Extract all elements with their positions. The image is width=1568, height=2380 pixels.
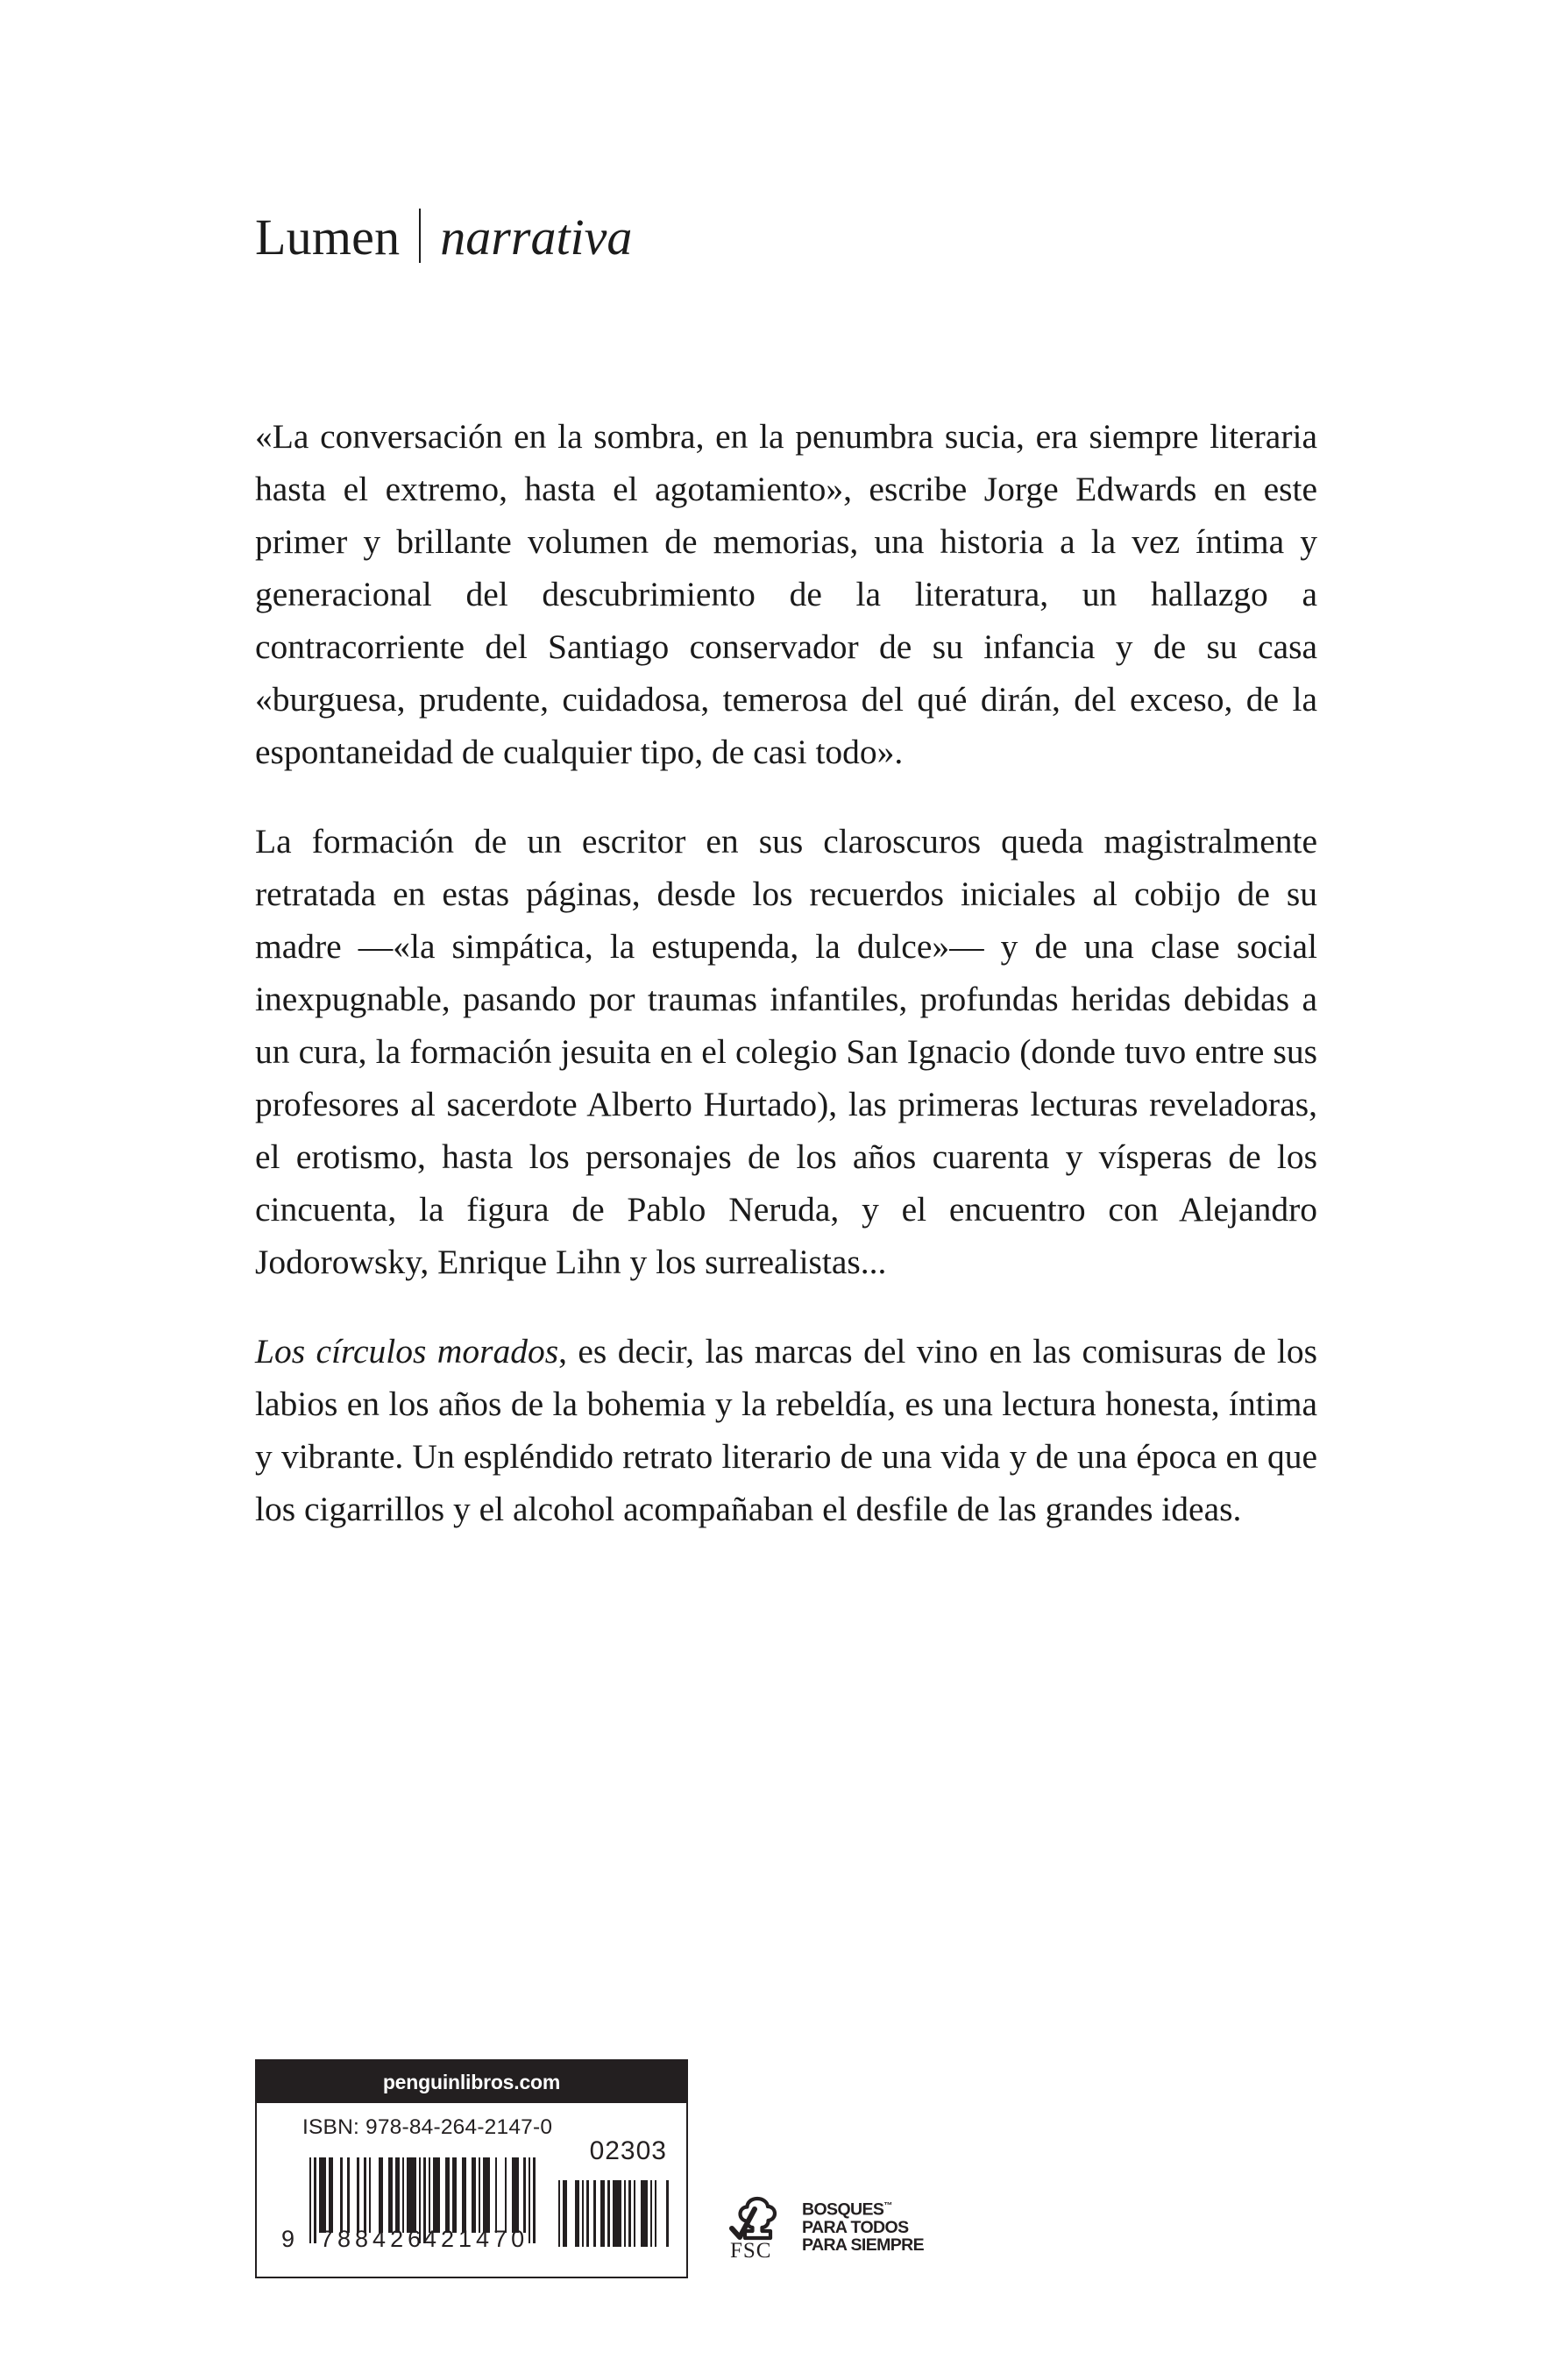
ean13-right-group: 421470 [423, 2226, 529, 2252]
ean13-digits [281, 2226, 544, 2252]
book-title-italic: Los círculos morados [255, 1332, 559, 1371]
imprint-separator-rule [419, 209, 421, 263]
barcode-block [255, 2059, 688, 2278]
svg-text:FSC: FSC [730, 2239, 772, 2261]
ean13-left-group: 788426 [320, 2226, 426, 2252]
blurb-paragraph-3 [255, 1325, 1317, 1535]
blurb-paragraph-2: La formación de un escritor en sus claroscuros queda magistralmente retratada en estas páginas, desde los recuerdos iniciales al cobijo de su madre —«la simpática, la estupenda, la dulce»— y de una clase social inexpugnable, pasando por traumas infantiles, profundas heridas debidas a un cura, la formación jesuita en el colegio San Ignacio (donde tuvo entre sus profesores al sacerdote Alberto Hurtado), las primeras lecturas reveladoras, el erotismo, hasta los personajes de los años cuarenta y vísperas de los cincuenta, la figura de Pablo Neruda, y el encuentro con Alejandro Jodorowsky, Enrique Lihn y los surrealistas... [255, 822, 1317, 1281]
ean13-lead-digit: 9 [281, 2226, 295, 2252]
imprint-collection-name: narrativa [440, 209, 633, 266]
fsc-slogan [802, 2192, 924, 2254]
addon-barcode-bars [558, 2180, 669, 2247]
fsc-slogan-line-2: PARA TODOS [802, 2217, 909, 2237]
cover-footer [255, 2059, 1324, 2296]
fsc-certification-logo [728, 2192, 924, 2261]
imprint-name: Lumen [255, 209, 401, 266]
barcode-body [257, 2103, 686, 2277]
blurb-paragraph-1: «La conversación en la sombra, en la penumbra sucia, era siempre literaria hasta el extremo, hasta el agotamiento», escribe Jorge Edwards en este primer y brillante volumen de memorias, una historia a la vez íntima y generacional del descubrimiento de la literatura, un hallazgo a contracorriente del Santiago conservador de su infancia y de su casa «burguesa, prudente, cuidadosa, temerosa del qué dirán, del exceso, de la espontaneidad de cualquier tipo, de casi todo». [255, 417, 1317, 771]
fsc-tree-checkmark-icon [728, 2192, 791, 2261]
ean13-barcode [281, 2157, 536, 2256]
addon-price-code-label: 02303 [589, 2136, 667, 2165]
fsc-trademark-symbol: ™ [883, 2201, 893, 2211]
imprint-logo [255, 200, 633, 266]
fsc-slogan-line-3: PARA SIEMPRE [802, 2235, 925, 2255]
fsc-slogan-line-1: BOSQUES [802, 2199, 884, 2220]
publisher-website-label: penguinlibros.com [382, 2070, 561, 2093]
blurb-text [255, 410, 1317, 1535]
blurb-paragraph-3-rest: , es decir, las marcas del vino en las comisuras de los labios en los años de la bohemia y la rebeldía, es una lectura honesta, íntima y vibrante. Un espléndido retrato literario de una vida y de una época en que los cigarrillos y el alcohol acompañaban el desfile de las grandes ideas. [255, 1332, 1317, 1528]
isbn-label: ISBN: 978-84-264-2147-0 [302, 2115, 553, 2139]
publisher-website-bar [257, 2061, 686, 2103]
